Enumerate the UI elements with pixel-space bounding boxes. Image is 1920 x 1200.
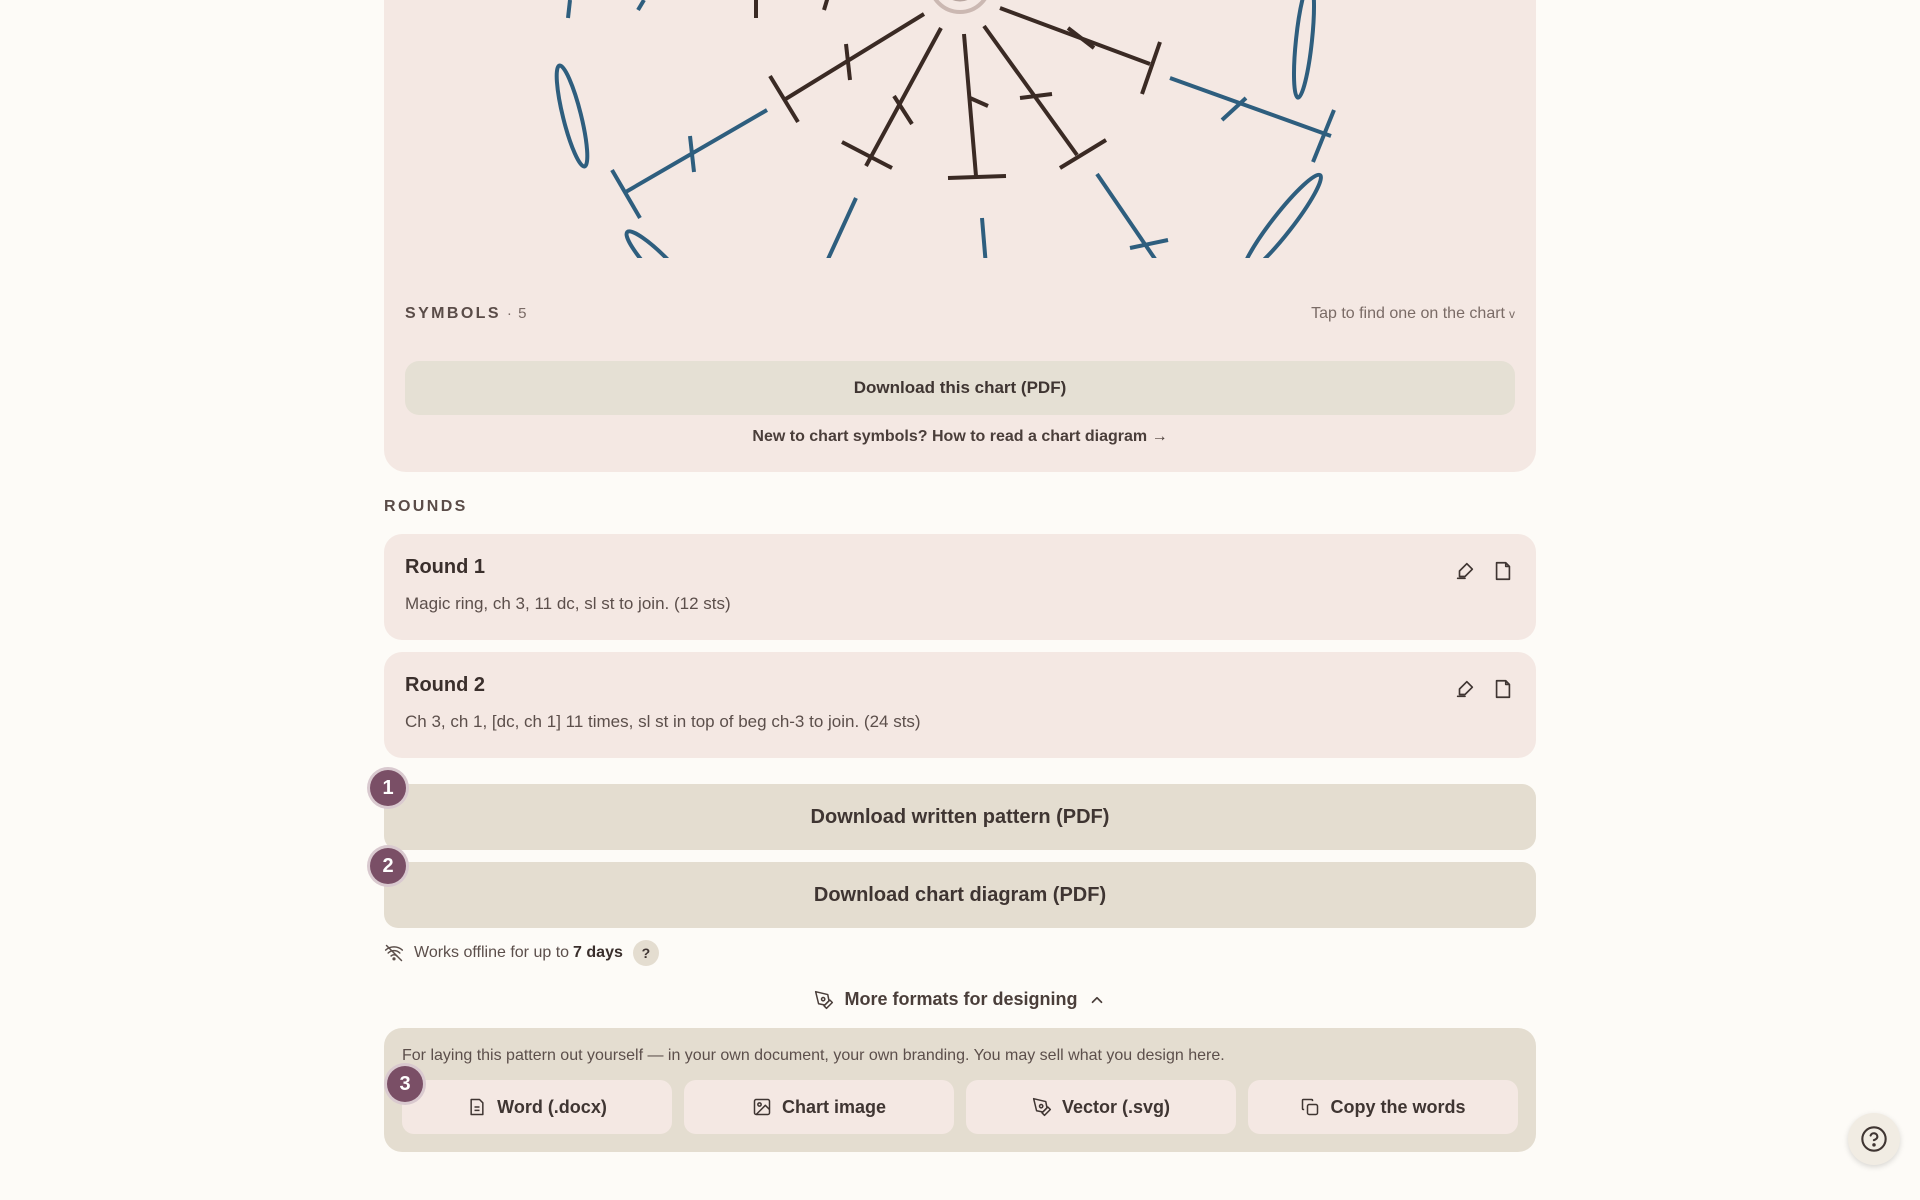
help-button[interactable] [1848,1113,1900,1165]
symbols-label: SYMBOLS [405,305,501,322]
chart-image-button[interactable] [684,1080,954,1134]
copy-icon [1300,1097,1320,1117]
rounds-heading: ROUNDS [384,498,468,515]
offline-notice [384,941,659,965]
highlighter-icon[interactable] [1454,678,1476,700]
round2-dc-stitches [568,0,1334,258]
how-to-read-chart-link[interactable]: New to chart symbols? How to read a chart diagram → [752,428,1168,445]
document-icon [467,1097,487,1117]
download-written-pattern-button[interactable]: Download written pattern (PDF) [384,784,1536,850]
more-formats-toggle[interactable] [384,989,1536,1010]
highlighter-icon[interactable] [1454,560,1476,582]
round-actions [1454,560,1514,582]
tour-step-badge-1[interactable]: 1 [370,770,406,806]
download-chart-button[interactable]: Download this chart (PDF) [405,361,1515,415]
copy-words-button[interactable] [1248,1080,1518,1134]
round2-chain-loops [551,0,1328,258]
vector-svg-label: Vector (.svg) [1061,1096,1171,1117]
round-description: Ch 3, ch 1, [dc, ch 1] 11 times, sl st in top of beg ch-3 to join. (24 sts) [405,712,921,731]
word-docx-label: Word (.docx) [497,1096,607,1117]
round-actions [1454,678,1514,700]
offline-duration: 7 days [573,944,623,961]
symbols-row[interactable] [405,302,1515,326]
vector-svg-button[interactable] [966,1080,1236,1134]
help-circle-icon [1860,1125,1888,1153]
image-icon [752,1097,772,1117]
wifi-off-icon [384,943,404,963]
offline-help-button[interactable]: ? [633,940,659,966]
chart-card [384,0,1536,472]
round-description: Magic ring, ch 3, 11 dc, sl st to join. (12 sts) [405,594,731,613]
round-card [384,534,1536,640]
tap-hint-text: Tap to find one on the chart [1311,305,1505,322]
tour-step-badge-3[interactable]: 3 [387,1066,423,1102]
round1-dc-stitches [756,0,1160,178]
chevron-down-icon: v [1509,307,1515,321]
file-icon[interactable] [1492,560,1514,582]
chevron-up-icon [1088,991,1106,1009]
file-icon[interactable] [1492,678,1514,700]
download-chart-diagram-button[interactable]: Download chart diagram (PDF) [384,862,1536,928]
pen-tool-icon [814,990,834,1010]
chart-image-label: Chart image [781,1096,887,1117]
round-card [384,652,1536,758]
offline-text: Works offline for up to [414,944,570,961]
more-formats-panel [384,1028,1536,1152]
crochet-chart-diagram[interactable] [384,0,1536,258]
more-formats-label: More formats for designing [844,989,1078,1009]
tap-hint[interactable] [1311,305,1515,323]
magic-ring-symbol [930,0,990,12]
symbols-heading [405,305,527,323]
pen-tool-icon [1032,1097,1052,1117]
round-title: Round 1 [405,556,485,578]
symbols-count: · 5 [506,305,528,322]
tour-step-badge-2[interactable]: 2 [370,848,406,884]
word-docx-button[interactable] [402,1080,672,1134]
round-title: Round 2 [405,674,485,696]
formats-note: For laying this pattern out yourself — in your own document, your own branding. You may sell what you design here. [402,1047,1225,1064]
copy-words-label: Copy the words [1330,1096,1466,1117]
